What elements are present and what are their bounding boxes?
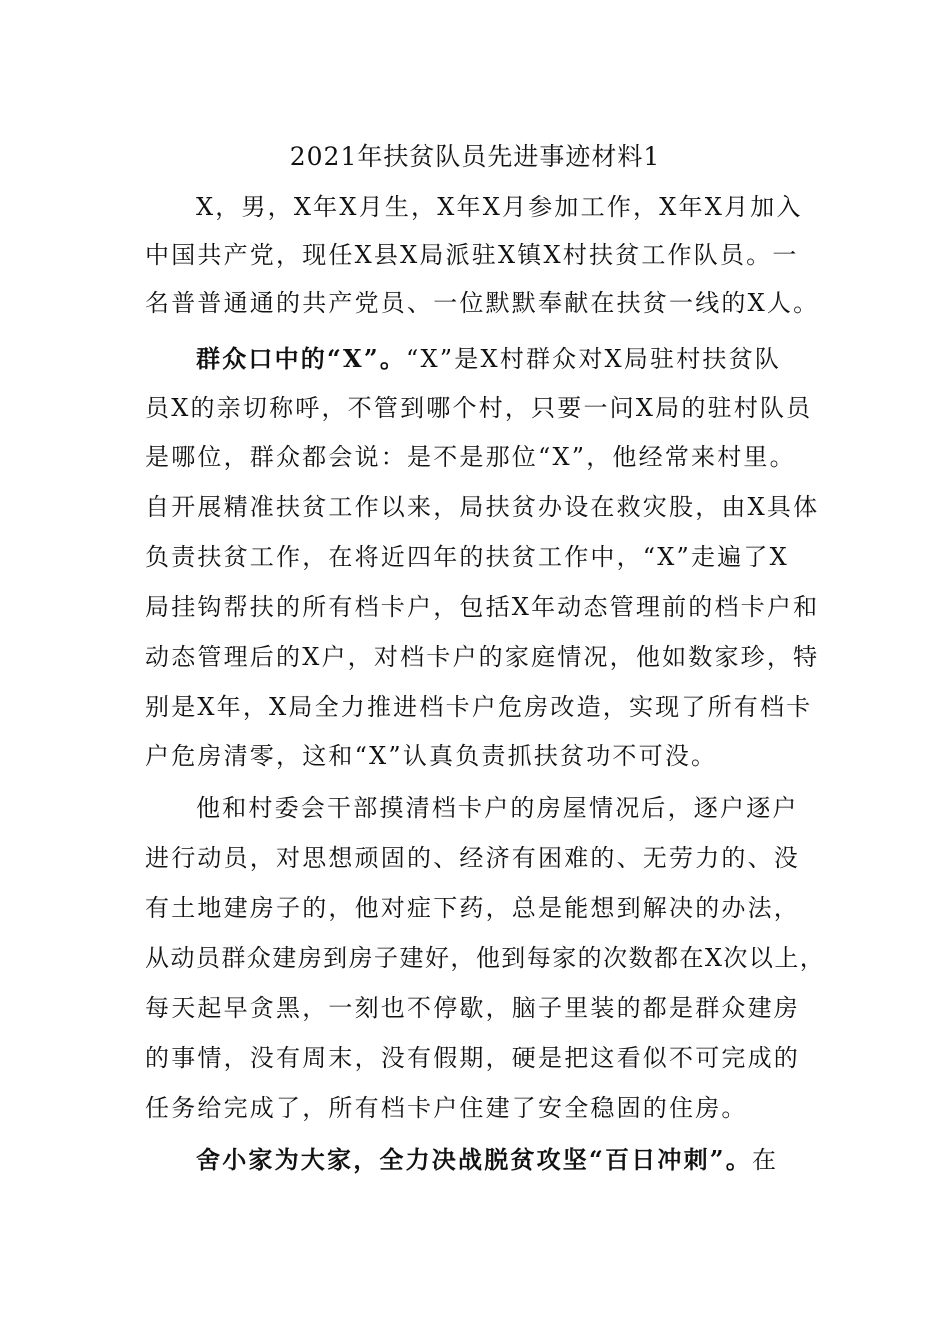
paragraph-line: 是哪位，群众都会说：是不是那位“X”，他经常来村里。 <box>145 443 796 471</box>
document-title: 2021年扶贫队员先进事迹材料1 <box>289 142 661 171</box>
paragraph-line: 负责扶贫工作，在将近四年的扶贫工作中，“X”走遍了X <box>145 543 789 571</box>
paragraph-line: 员X的亲切称呼，不管到哪个村，只要一问X局的驻村队员 <box>145 394 813 422</box>
paragraph-line: 任务给完成了，所有档卡户住建了安全稳固的住房。 <box>145 1094 748 1122</box>
paragraph-line: 局挂钩帮扶的所有档卡户，包括X年动态管理前的档卡户和 <box>145 593 820 621</box>
paragraph-line: 名普普通通的共产党员、一位默默奉献在扶贫一线的X人。 <box>145 289 820 317</box>
paragraph-line: 别是X年，X局全力推进档卡户危房改造，实现了所有档卡 <box>145 693 813 721</box>
section-heading: 舍小家为大家，全力决战脱贫攻坚“百日冲刺”。 <box>196 1145 753 1174</box>
paragraph-line: 户危房清零，这和“X”认真负责抓扶贫功不可没。 <box>145 742 718 770</box>
paragraph-line: 每天起早贪黑，一刻也不停歇，脑子里装的都是群众建房 <box>145 994 800 1022</box>
paragraph-line: 从动员群众建房到房子建好，他到每家的次数都在X次以上， <box>145 944 826 972</box>
paragraph-text: 在 <box>752 1146 779 1174</box>
paragraph-line <box>196 342 826 376</box>
paragraph-line: 中国共产党，现任X县X局派驻X镇X村扶贫工作队员。一 <box>145 241 799 269</box>
paragraph-line: 自开展精准扶贫工作以来，局扶贫办设在救灾股，由X具体 <box>145 493 820 521</box>
paragraph-line <box>196 1143 826 1177</box>
paragraph-line: 进行动员，对思想顽固的、经济有困难的、无劳力的、没 <box>145 844 800 872</box>
paragraph-text: “X”是X村群众对X局驻村扶贫队 <box>406 345 782 373</box>
paragraph-line: 他和村委会干部摸清档卡户的房屋情况后，逐户逐户 <box>196 794 799 822</box>
paragraph-line: 有土地建房子的，他对症下药，总是能想到解决的办法， <box>145 894 800 922</box>
section-heading: 群众口中的“X”。 <box>196 344 407 373</box>
paragraph-line: X，男，X年X月生，X年X月参加工作，X年X月加入 <box>196 193 803 221</box>
paragraph-line: 的事情，没有周末，没有假期，硬是把这看似不可完成的 <box>145 1044 800 1072</box>
paragraph-line: 动态管理后的X户，对档卡户的家庭情况，他如数家珍，特 <box>145 643 820 671</box>
